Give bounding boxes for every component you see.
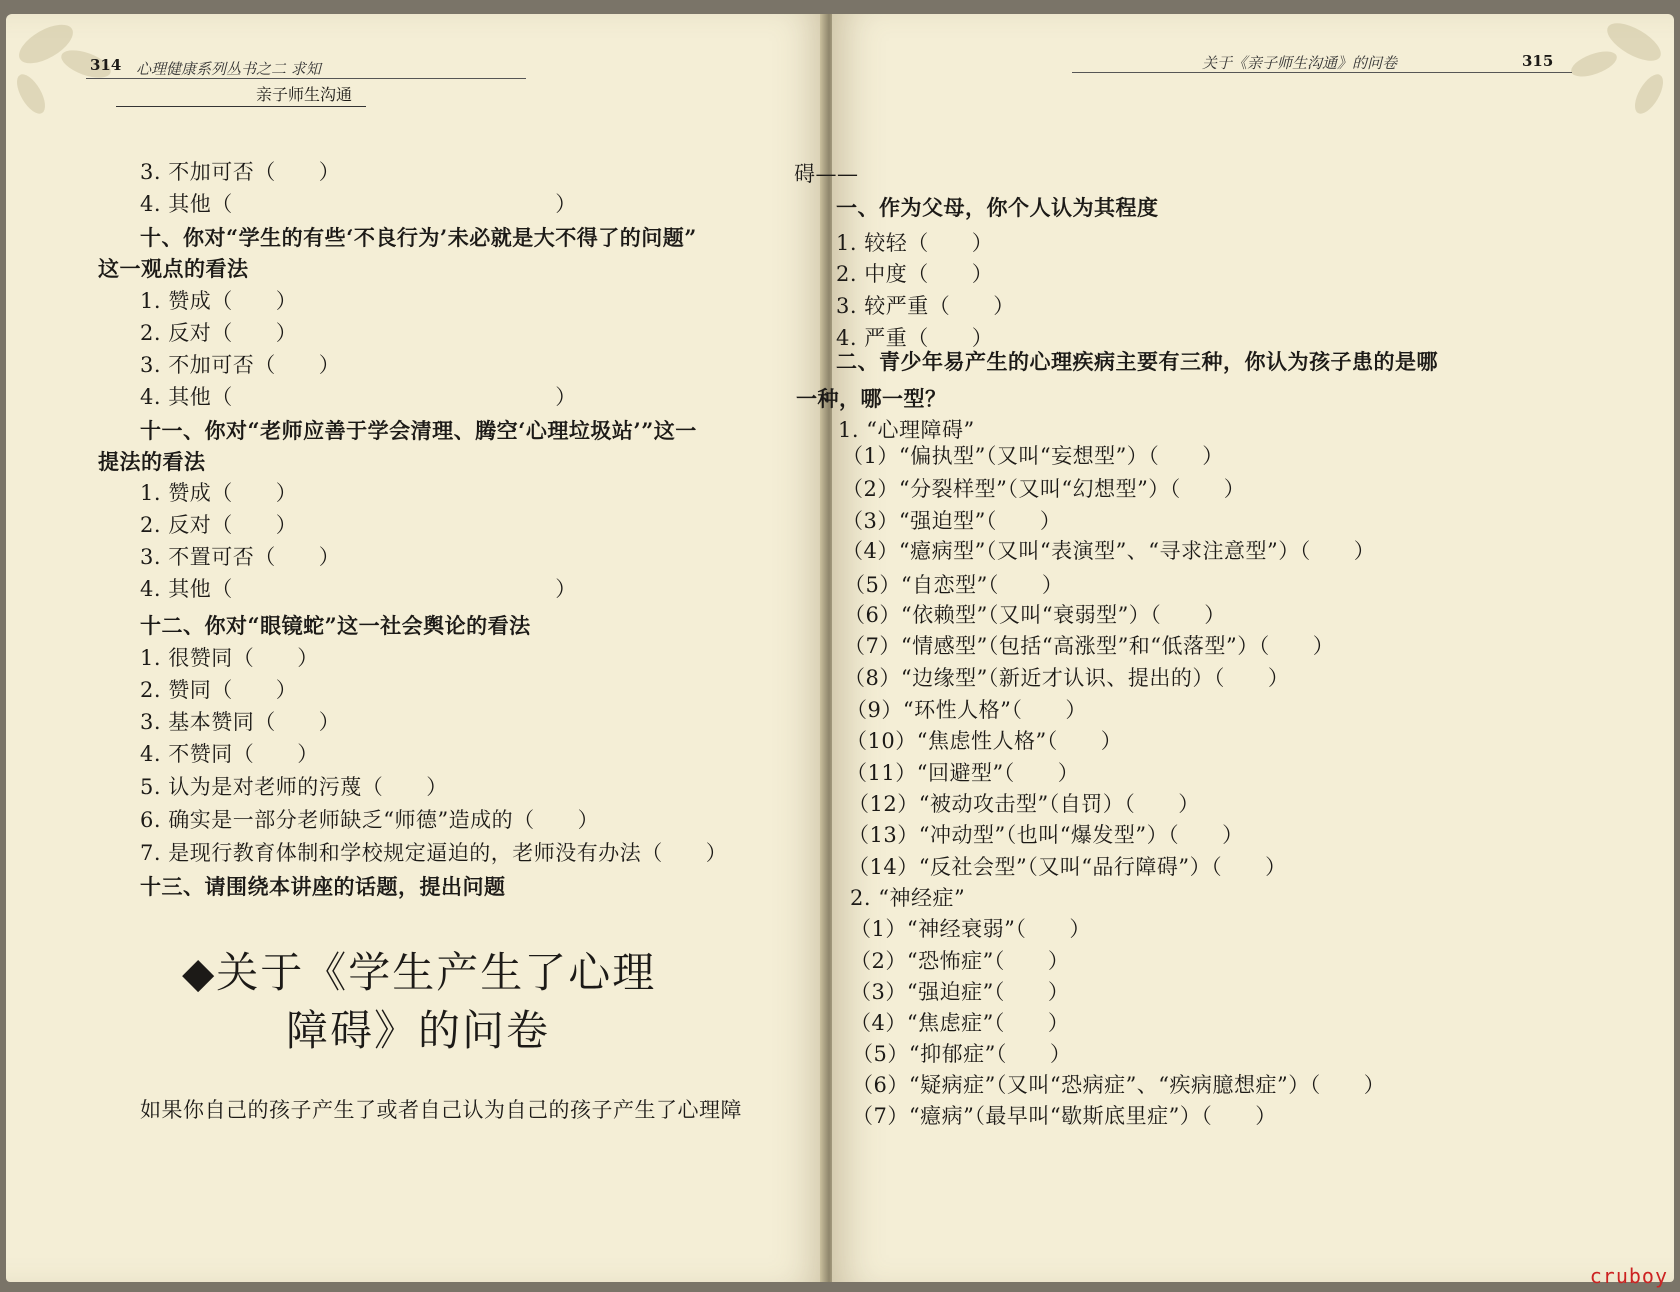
- text-line: 3. 基本赞同（ ）: [140, 710, 341, 734]
- text-line: （5）“自恋型”（ ）: [844, 573, 1064, 597]
- text-line: 4. 严重（ ）: [836, 326, 994, 350]
- text-line: 7. 是现行教育体制和学校规定逼迫的，老师没有办法（ ）: [140, 841, 728, 865]
- question-heading: 十二、你对“眼镜蛇”这一社会舆论的看法: [140, 613, 531, 638]
- text-line: 2. 赞同（ ）: [140, 678, 298, 702]
- question-heading: 十三、请围绕本讲座的话题，提出问题: [140, 874, 506, 899]
- text-line: （13）“冲动型”（也叫“爆发型”）（ ）: [848, 823, 1244, 847]
- text-line: （4）“焦虑症”（ ）: [850, 1011, 1070, 1035]
- text-line: 4. 不赞同（ ）: [140, 742, 319, 766]
- watermark-text: cruboy: [1589, 1264, 1668, 1288]
- text-line: （4）“癔病型”（又叫“表演型”、“寻求注意型”）（ ）: [842, 539, 1376, 563]
- running-head: 关于《亲子师生沟通》的问卷: [1202, 54, 1398, 72]
- text-line: 1. 很赞同（ ）: [140, 646, 319, 670]
- text-line: （2）“分裂样型”（又叫“幻想型”）（ ）: [842, 477, 1246, 501]
- question-heading: 十一、你对“老师应善于学会清理、腾空‘心理垃圾站’”这一: [140, 418, 697, 443]
- text-line: 4. 其他（ ）: [140, 192, 577, 216]
- page-number: 314: [90, 56, 122, 74]
- text-line: （3）“强迫型”（ ）: [842, 509, 1062, 533]
- text-line: （6）“依赖型”（又叫“衰弱型”）（ ）: [844, 603, 1226, 627]
- text-line: 碍——: [794, 162, 859, 186]
- text-line: 3. 不加可否（ ）: [140, 160, 341, 184]
- text-line: 1. 赞成（ ）: [140, 481, 298, 505]
- text-line: 1. 赞成（ ）: [140, 289, 298, 313]
- running-head: 心理健康系列丛书之二 求知: [136, 60, 321, 78]
- text-line: 1. 较轻（ ）: [836, 231, 994, 255]
- question-heading: 一、作为父母，你个人认为其程度: [836, 195, 1159, 220]
- floral-decoration: [1474, 14, 1674, 134]
- text-line: （9）“环性人格”（ ）: [846, 698, 1087, 722]
- question-heading: 十、你对“学生的有些‘不良行为’未必就是大不得了的问题”: [140, 225, 697, 250]
- text-line: （7）“情感型”（包括“高涨型”和“低落型”）（ ）: [844, 634, 1335, 658]
- text-line: 3. 较严重（ ）: [836, 294, 1015, 318]
- question-heading: 这一观点的看法: [98, 256, 249, 281]
- left-page: [6, 14, 826, 1282]
- text-line: （14）“反社会型”（又叫“品行障碍”）（ ）: [848, 855, 1287, 879]
- section-title: ◆关于《学生产生了心理: [182, 948, 657, 997]
- text-line: 1. “心理障碍”: [838, 418, 975, 442]
- question-heading: 提法的看法: [98, 449, 206, 474]
- intro-paragraph: 如果你自己的孩子产生了或者自己认为自己的孩子产生了心理障: [140, 1098, 742, 1122]
- text-line: 5. 认为是对老师的污蔑（ ）: [140, 775, 448, 799]
- text-line: 4. 其他（ ）: [140, 385, 577, 409]
- text-line: 3. 不加可否（ ）: [140, 353, 341, 377]
- header-rule: [1072, 72, 1572, 73]
- text-line: （1）“神经衰弱”（ ）: [850, 917, 1091, 941]
- section-title: 障碍》的问卷: [286, 1006, 551, 1055]
- text-line: （2）“恐怖症”（ ）: [850, 949, 1070, 973]
- page-number: 315: [1522, 52, 1554, 70]
- text-line: 4. 其他（ ）: [140, 577, 577, 601]
- text-line: （10）“焦虑性人格”（ ）: [846, 729, 1123, 753]
- question-heading: 一种，哪一型？: [796, 386, 947, 411]
- text-line: 2. “神经症”: [850, 886, 966, 910]
- right-page: [794, 14, 1674, 1282]
- sublogo-rule: [116, 106, 366, 107]
- question-heading: 二、青少年易产生的心理疾病主要有三种，你认为孩子患的是哪: [836, 349, 1438, 374]
- text-line: （5）“抑郁症”（ ）: [852, 1042, 1072, 1066]
- text-line: 2. 中度（ ）: [836, 262, 994, 286]
- header-rule: [86, 78, 526, 79]
- text-line: 2. 反对（ ）: [140, 321, 298, 345]
- text-line: 3. 不置可否（ ）: [140, 545, 341, 569]
- text-line: 6. 确实是一部分老师缺乏“师德”造成的（ ）: [140, 808, 600, 832]
- text-line: （3）“强迫症”（ ）: [850, 980, 1070, 1004]
- text-line: （12）“被动攻击型”（自罚）（ ）: [848, 792, 1200, 816]
- text-line: （7）“癔病”（最早叫“歇斯底里症”）（ ）: [852, 1104, 1277, 1128]
- text-line: （6）“疑病症”（又叫“恐病症”、“疾病臆想症”）（ ）: [852, 1073, 1386, 1097]
- text-line: （1）“偏执型”（又叫“妄想型”）（ ）: [842, 444, 1224, 468]
- series-sublogo: 亲子师生沟通: [256, 85, 353, 104]
- text-line: （8）“边缘型”（新近才认识、提出的）（ ）: [844, 666, 1290, 690]
- text-line: （11）“回避型”（ ）: [846, 761, 1080, 785]
- text-line: 2. 反对（ ）: [140, 513, 298, 537]
